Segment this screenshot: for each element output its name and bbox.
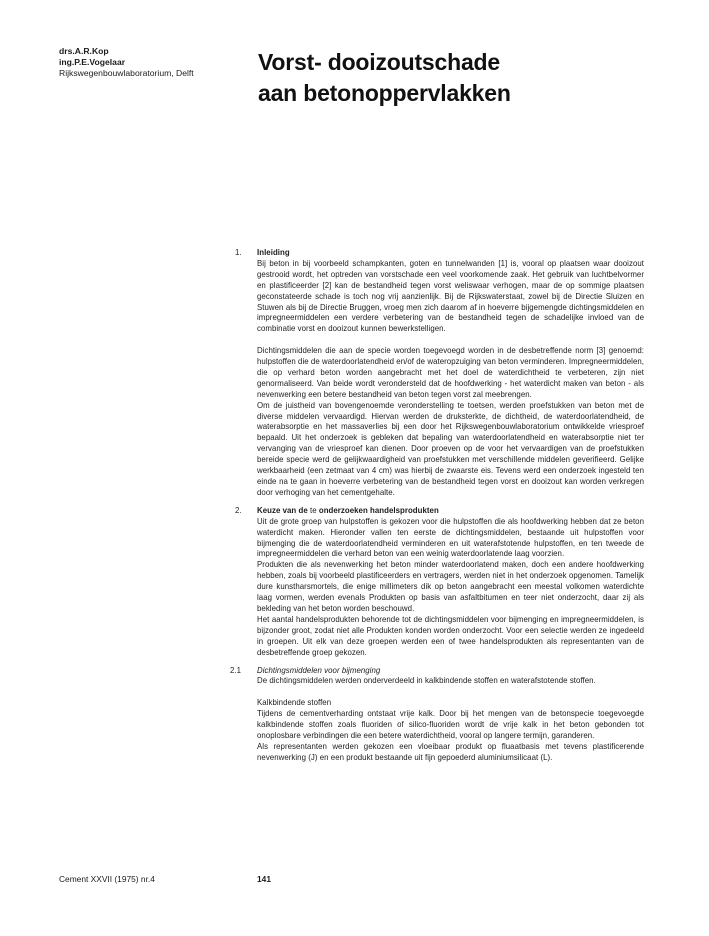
article-title (258, 47, 678, 109)
paragraph: De dichtingsmiddelen werden onderverdeeld in kalkbindende stoffen en waterafstotende stoffen. (257, 676, 596, 686)
paragraph: Als representanten werden gekozen een vloeibaar produkt op fluaatbasis met tevens plastificerende nevenwerking (J) en een produkt bestaande uit fijn gepoederd aluminiumsilicaat (L). (257, 741, 644, 762)
author-name: drs.A.R.Kop (59, 46, 109, 56)
section-heading: Dichtingsmiddelen voor bijmenging (257, 665, 381, 675)
section-inleiding (230, 248, 644, 499)
paragraph: Produkten die als nevenwerking het beton minder waterdoorlatend maken, doch een andere hoofdwerking hebben, zoals bij voorbeeld plastificeerders en vertragers, werden niet in het onderzoek opgenomen. Tamelijk dure kunstharsmortels, die enige millimeters dik op beton aangebracht een meestal volkomen waterdichte laag vormen, werden evenals Produkten op basis van asfaltbitumen en teer niet onderzocht, daar zij als bekleding van het beton worden beschouwd. (257, 560, 644, 613)
section-heading-part: te (309, 505, 317, 515)
section-number: 2. (235, 505, 242, 515)
author-block (59, 46, 229, 79)
title-line: Vorst- dooizoutschade (258, 49, 500, 75)
title-line: aan betonoppervlakken (258, 80, 511, 106)
author-name: ing.P.E.Vogelaar (59, 57, 126, 67)
article-body (230, 248, 644, 764)
section-number: 2.1 (230, 665, 242, 675)
paragraph: Om de juistheid van bovengenoemde veronderstelling te toetsen, werden proefstukken van beton met de diverse middelen vervaardigd. Hiervan werden de druksterkte, de dichtheid, de waterdoorlatendheid, de waterabsorptie en het massaverlies bij een door het Rijkswegenbouwlaboratorium ontwikkelde vriesproef bepaald. Uit het onderzoek is gebleken dat bepaling van waterdoorlatendheid en waterabsorptie niet ter vervanging van de vriesproef kan dienen. Door proeven op de voor het vervaardigen van de proefstukken bereide specie werd de gelijkwaardigheid van proefstukken met verschillende middelen geverifieerd. Gelijke werkbaarheid (een zetmaat van 4 cm) was hierbij de zwaarste eis. Tevens werd een onderzoek ingesteld ten einde na te gaan in hoeverre verbetering van de bestandheid tegen vorst en dooizout kan worden verkregen door verhoging van het cementgehalte. (257, 400, 644, 497)
paragraph: Dichtingsmiddelen die aan de specie worden toegevoegd worden in de desbetreffende norm [3] genoemd: hulpstoffen die de waterdoorlatendheid en/of de wateropzuiging van beton verminderen. Impregneermiddelen, die op verhard beton worden aangebracht met het doel de waterdichtheid te verbeteren, zijn niet genormaliseerd. Van beide wordt verondersteld dat de hoofdwerking - het waterdicht maken van beton - als nevenwerking een betere bestandheid van beton tegen vorst zal meebrengen. (257, 346, 644, 399)
paragraph: Tijdens de cementverharding ontstaat vrije kalk. Door bij het mengen van de betonspecie toegevoegde kalkbindende stoffen zoals fluoriden of silico-fluoriden wordt de vrije kalk in het beton gebonden tot onoplosbare verbindingen die een betere waterdichtheid, vooral op langere termijn, garanderen. (257, 709, 644, 740)
journal-reference: Cement XXVII (1975) nr.4 (59, 874, 155, 884)
page-number: 141 (257, 874, 271, 884)
subheading: Kalkbindende stoffen (257, 698, 332, 708)
section-dichtingsmiddelen (230, 666, 644, 764)
section-heading (257, 506, 644, 517)
paragraph: Bij beton in bij voorbeeld schampkanten, goten en tunnelwanden [1] is, vooral op plaatsen waar dooizout gestrooid wordt, het optreden van vorstschade een veel voorkomende zaak. Het gebruik van luchtbelvormer en plastificeerder [2] kan de bestandheid tegen vorst weliswaar verhogen, maar de op sommige plaatsen geconstateerde schade is toch nog vrij aanzienlijk. Bij de Rijkswaterstaat, zowel bij de Directie Sluizen en Stuwen als bij de Directie Bruggen, vroeg men zich daarom af in hoeverre bijgemengde dichtingsmiddelen en impregneermiddelen een verdere verbetering van de bestandheid tegen de schadelijke invloed van de combinatie vorst en dooizout kunnen bewerkstelligen. (257, 258, 644, 334)
section-heading-part: onderzoeken handelsprodukten (318, 505, 439, 515)
section-heading-part: Keuze van de (257, 505, 308, 515)
section-heading: Inleiding (257, 248, 290, 257)
paragraph: Het aantal handelsprodukten behorende tot de dichtingsmiddelen voor bijmenging en impregneermiddelen, is bijzonder groot, zodat niet alle Produkten konden worden onderzocht. Voor een selectie werden ze ingedeeld in groepen. Uit elk van deze groepen werden een of twee handelsprodukten als representanten van de desbetreffende groep gekozen. (257, 614, 644, 657)
paragraph: Uit de grote groep van hulpstoffen is gekozen voor die hulpstoffen die als hoofdwerking hebben dat ze beton waterdicht maken. Hieronder vallen ten eerste de dichtingsmiddelen, bestaande uit hulpstoffen voor bijmenging die de waterdoorlatendheid verminderen en uit waterafstotende hulpstoffen, en ten tweede de impregneermiddelen die verhard beton van een weinig waterdoorlatende laag voorzien. (257, 516, 644, 559)
section-number: 1. (235, 248, 242, 257)
section-keuze (230, 506, 644, 659)
author-affiliation: Rijkswegenbouwlaboratorium, Delft (59, 68, 194, 78)
